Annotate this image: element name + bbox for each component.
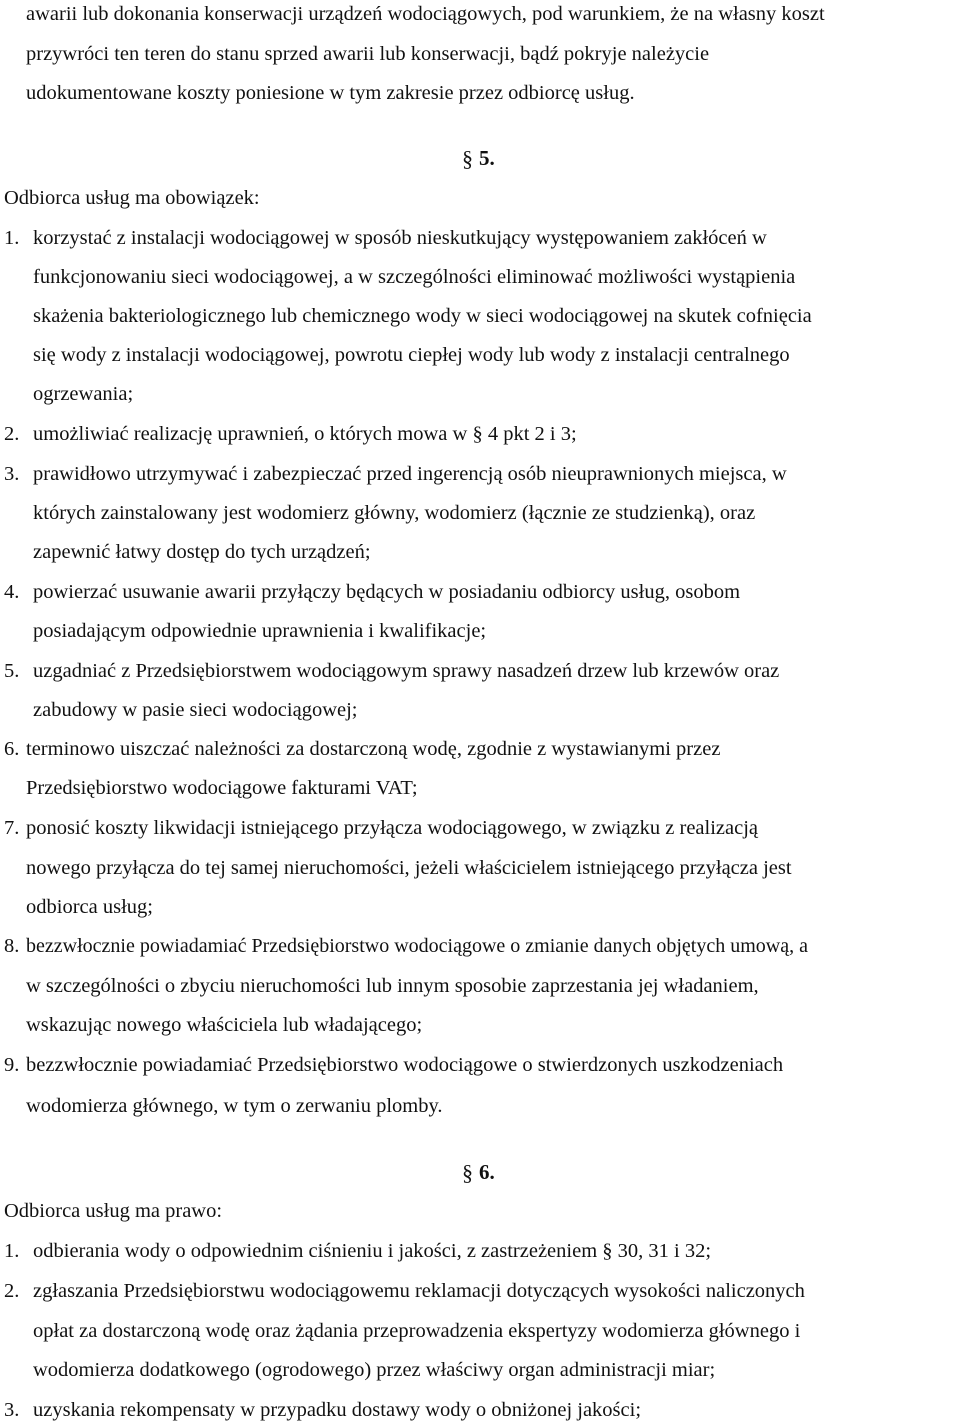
list-item-line: posiadającym odpowiednie uprawnienia i kwalifikacje; <box>33 620 487 642</box>
list-item-line: których zainstalowany jest wodomierz główny, wodomierz (łącznie ze studzienką), oraz <box>33 502 756 524</box>
intro-line: awarii lub dokonania konserwacji urządzeń wodociągowych, pod warunkiem, że na własny koszt <box>26 3 825 25</box>
list-item-line: uzyskania rekompensaty w przypadku dostawy wody o obniżonej jakości; <box>33 1399 642 1421</box>
list-item-number: 7. <box>4 817 20 839</box>
section-5-heading <box>462 146 495 172</box>
list-item-number: 1. <box>4 1240 20 1262</box>
list-item-line: w szczególności o zbyciu nieruchomości lub innym sposobie zaprzestania jej władaniem, <box>26 975 759 997</box>
list-item-line: nowego przyłącza do tej samej nieruchomości, jeżeli właścicielem istniejącego przyłącza jest <box>26 857 792 879</box>
list-item-number: 3. <box>4 1399 20 1421</box>
list-item-number: 9. <box>4 1054 20 1076</box>
list-item-line: ogrzewania; <box>33 383 134 405</box>
list-item-number: 2. <box>4 1280 20 1302</box>
list-item-line: terminowo uiszczać należności za dostarczoną wodę, zgodnie z wystawianymi przez <box>26 738 721 760</box>
list-item-line: bezzwłocznie powiadamiać Przedsiębiorstwo wodociągowe o zmianie danych objętych umową, a <box>26 935 808 957</box>
list-item-number: 2. <box>4 423 20 445</box>
list-item-line: zapewnić łatwy dostęp do tych urządzeń; <box>33 541 371 563</box>
section-6-heading <box>462 1160 495 1186</box>
list-item-line: wodomierza głównego, w tym o zerwaniu plomby. <box>26 1095 443 1117</box>
list-item-number: 6. <box>4 738 20 760</box>
intro-line: przywróci ten teren do stanu sprzed awarii lub konserwacji, bądź pokryje należycie <box>26 43 710 65</box>
list-item-line: wskazując nowego właściciela lub władającego; <box>26 1014 423 1036</box>
section-5-lead: Odbiorca usług ma obowiązek: <box>4 187 260 209</box>
list-item-line: korzystać z instalacji wodociągowej w sposób nieskutkujący występowaniem zakłóceń w <box>33 227 767 249</box>
list-item-line: odbierania wody o odpowiednim ciśnieniu i jakości, z zastrzeżeniem § 30, 31 i 32; <box>33 1240 712 1262</box>
list-item-line: odbiorca usług; <box>26 896 153 918</box>
list-item-line: funkcjonowaniu sieci wodociągowej, a w szczególności eliminować możliwości wystąpienia <box>33 266 796 288</box>
list-item-line: się wody z instalacji wodociągowej, powrotu ciepłej wody lub wody z instalacji centralnego <box>33 344 790 366</box>
list-item-line: skażenia bakteriologicznego lub chemicznego wody w sieci wodociągowej na skutek cofnięcia <box>33 305 812 327</box>
list-item-line: wodomierza dodatkowego (ogrodowego) przez właściwy organ administracji miar; <box>33 1359 716 1381</box>
list-item-number: 5. <box>4 660 20 682</box>
list-item-number: 8. <box>4 935 20 957</box>
list-item-line: Przedsiębiorstwo wodociągowe fakturami VAT; <box>26 777 418 799</box>
list-item-number: 3. <box>4 463 20 485</box>
section-sign: § <box>462 1160 473 1185</box>
list-item-line: opłat za dostarczoną wodę oraz żądania przeprowadzenia ekspertyzy wodomierza głównego i <box>33 1320 801 1342</box>
list-item-number: 4. <box>4 581 20 603</box>
intro-line: udokumentowane koszty poniesione w tym zakresie przez odbiorcę usług. <box>26 82 635 104</box>
list-item-line: bezzwłocznie powiadamiać Przedsiębiorstwo wodociągowe o stwierdzonych uszkodzeniach <box>26 1054 784 1076</box>
section-sign: § <box>462 146 473 171</box>
section-number: 6. <box>479 1160 495 1184</box>
list-item-line: powierzać usuwanie awarii przyłączy będących w posiadaniu odbiorcy usług, osobom <box>33 581 741 603</box>
list-item-number: 1. <box>4 227 20 249</box>
list-item-line: zgłaszania Przedsiębiorstwu wodociągowemu reklamacji dotyczących wysokości naliczonych <box>33 1280 805 1302</box>
list-item-line: zabudowy w pasie sieci wodociągowej; <box>33 699 358 721</box>
list-item-line: ponosić koszty likwidacji istniejącego przyłącza wodociągowego, w związku z realizacją <box>26 817 759 839</box>
section-6-lead: Odbiorca usług ma prawo: <box>4 1200 223 1222</box>
list-item-line: prawidłowo utrzymywać i zabezpieczać przed ingerencją osób nieuprawnionych miejsca, w <box>33 463 787 485</box>
list-item-line: uzgadniać z Przedsiębiorstwem wodociągowym sprawy nasadzeń drzew lub krzewów oraz <box>33 660 780 682</box>
section-number: 5. <box>479 146 495 170</box>
list-item-line: umożliwiać realizację uprawnień, o których mowa w § 4 pkt 2 i 3; <box>33 423 577 445</box>
